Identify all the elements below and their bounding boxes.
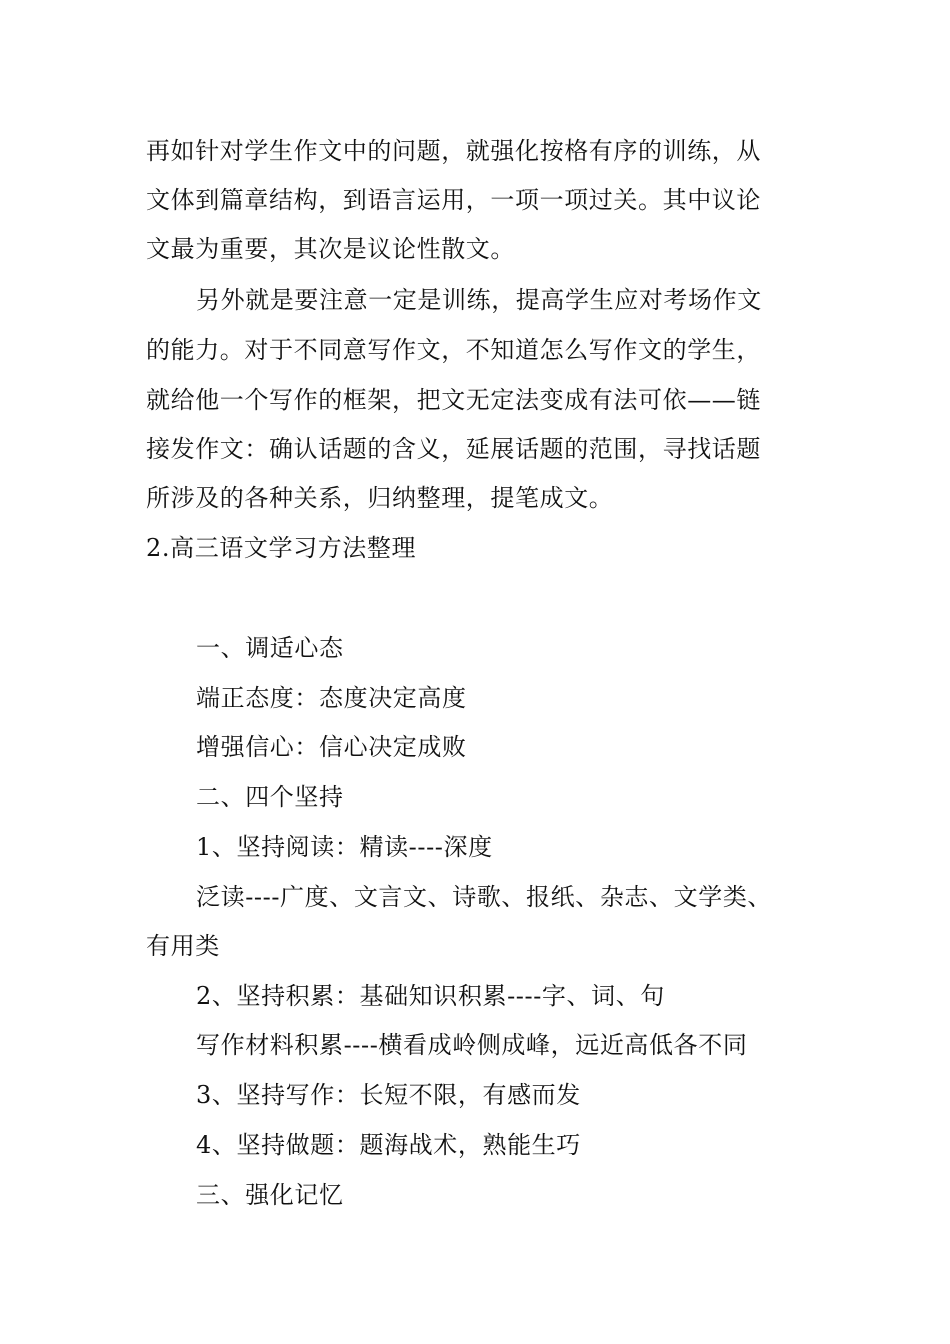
list-item: 1、坚持阅读：精读----深度 bbox=[196, 833, 493, 861]
subsection-heading: 一、调适心态 bbox=[196, 634, 344, 662]
paragraph-line: 的能力。对于不同意写作文，不知道怎么写作文的学生， bbox=[146, 336, 761, 364]
paragraph-line: 接发作文：确认话题的含义，延展话题的范围，寻找话题 bbox=[146, 435, 761, 463]
list-item: 写作材料积累----横看成岭侧成峰，远近高低各不同 bbox=[196, 1031, 748, 1059]
list-item: 泛读----广度、文言文、诗歌、报纸、杂志、文学类、 bbox=[196, 883, 773, 911]
paragraph-line: 就给他一个写作的框架，把文无定法变成有法可依——链 bbox=[146, 386, 761, 414]
subsection-heading: 二、四个坚持 bbox=[196, 783, 344, 811]
paragraph-line: 所涉及的各种关系，归纳整理，提笔成文。 bbox=[146, 484, 614, 512]
list-item: 增强信心：信心决定成败 bbox=[196, 733, 467, 761]
paragraph-line: 再如针对学生作文中的问题，就强化按格有序的训练，从 bbox=[146, 137, 761, 165]
list-item: 2、坚持积累：基础知识积累----字、词、句 bbox=[196, 982, 665, 1010]
subsection-heading: 三、强化记忆 bbox=[196, 1181, 344, 1209]
list-item-continuation: 有用类 bbox=[146, 932, 220, 960]
list-item: 4、坚持做题：题海战术，熟能生巧 bbox=[196, 1131, 581, 1159]
list-item: 3、坚持写作：长短不限，有感而发 bbox=[196, 1081, 581, 1109]
paragraph-line: 文最为重要，其次是议论性散文。 bbox=[146, 235, 515, 263]
section-heading: 2.高三语文学习方法整理 bbox=[146, 534, 417, 562]
paragraph-line: 另外就是要注意一定是训练，提高学生应对考场作文 bbox=[196, 286, 762, 314]
list-item: 端正态度：态度决定高度 bbox=[196, 684, 467, 712]
paragraph-line: 文体到篇章结构，到语言运用，一项一项过关。其中议论 bbox=[146, 186, 761, 214]
